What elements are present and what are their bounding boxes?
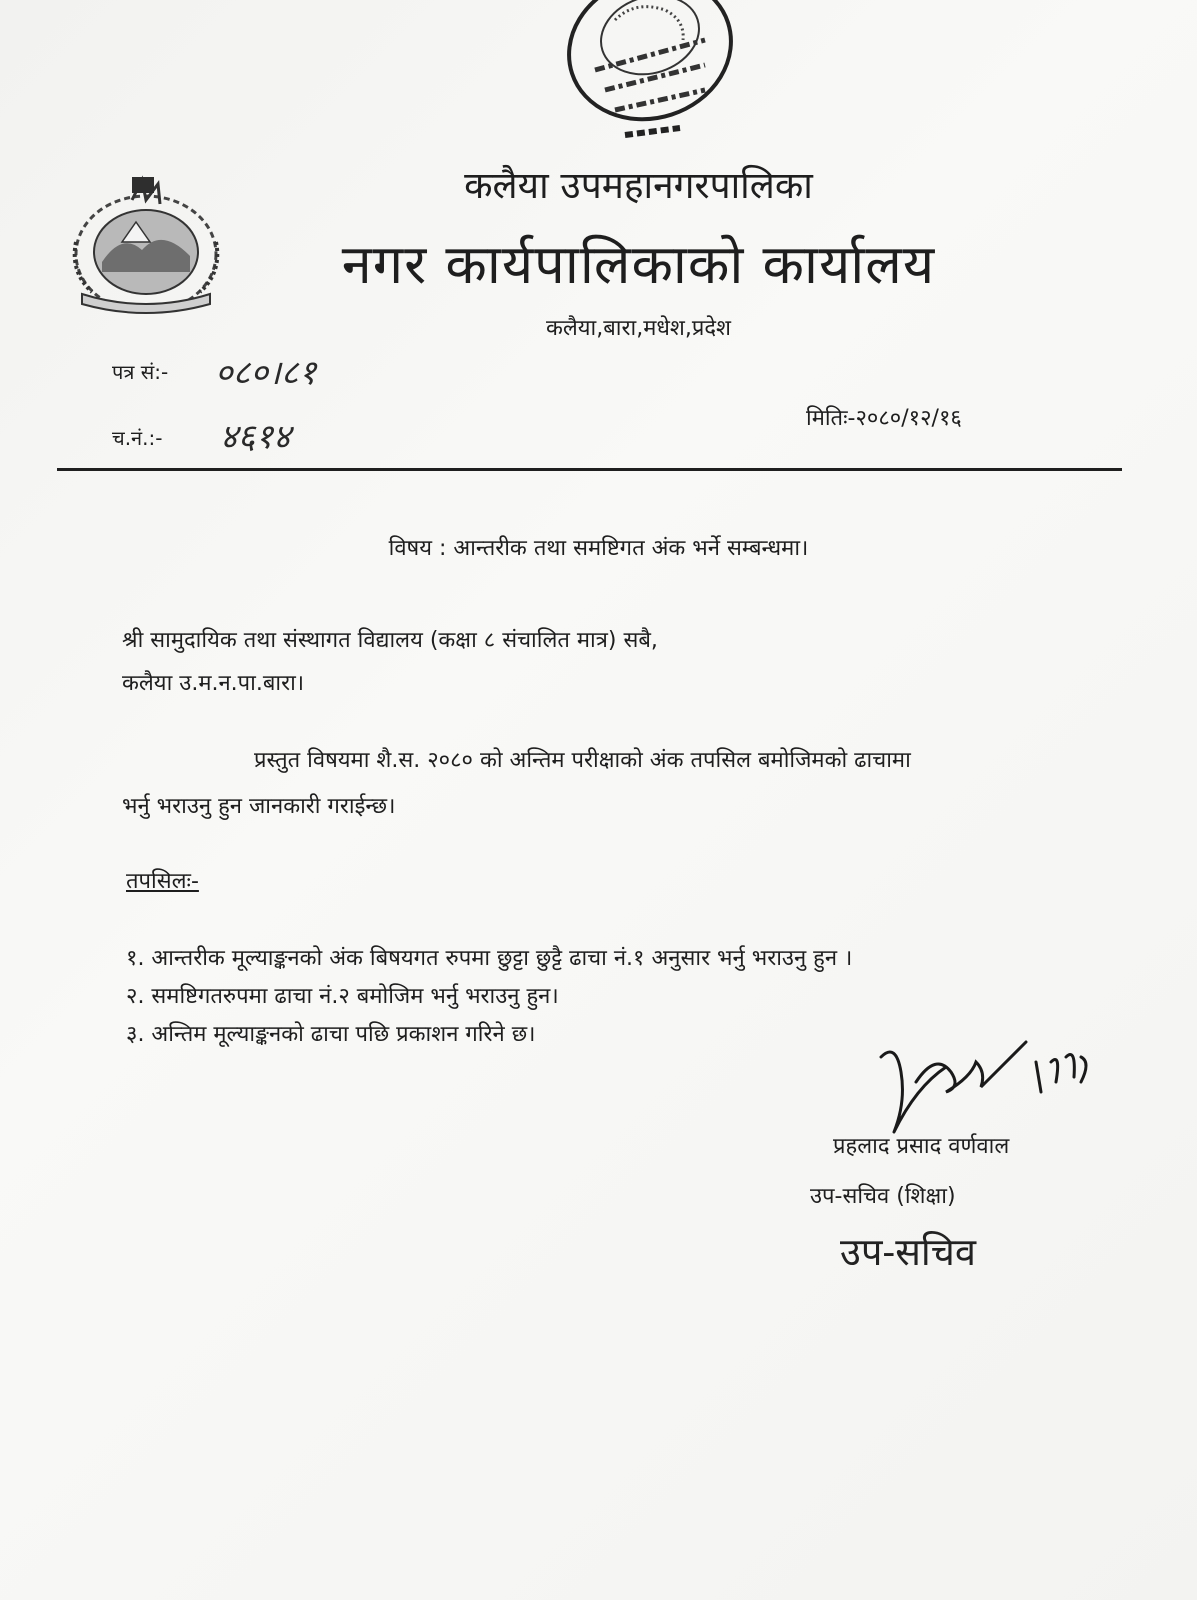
designation-stamp: उप-सचिव	[840, 1230, 977, 1274]
details-item: ३. अन्तिम मूल्याङ्कनको ढाचा पछि प्रकाशन गरिने छ।	[126, 1022, 536, 1047]
office-seal-icon	[555, 0, 755, 160]
office-address: कलैया,बारा,मधेश,प्रदेश	[545, 316, 731, 341]
details-item: २. समष्टिगतरुपमा ढाचा नं.२ बमोजिम भर्नु भराउनु हुन।	[126, 984, 559, 1009]
recipient-line-1: श्री सामुदायिक तथा संस्थागत विद्यालय (कक्षा ८ संचालित मात्र) सबै,	[122, 628, 658, 653]
header-divider	[57, 468, 1122, 471]
signer-title: उप-सचिव (शिक्षा)	[810, 1184, 956, 1209]
signer-name: प्रहलाद प्रसाद वर्णवाल	[833, 1134, 1010, 1159]
office-name: नगर कार्यपालिकाको कार्यालय	[341, 233, 936, 296]
letter-no-value: ०८०।८१	[215, 353, 317, 393]
letter-no-label: पत्र सं:-	[112, 360, 169, 384]
letter-date: मितिः-२०८०/१२/१६	[806, 406, 962, 431]
organization-name: कलैया उपमहानगरपालिका	[464, 164, 813, 207]
dispatch-no-label: च.नं.:-	[112, 426, 163, 450]
subject-line: विषय : आन्तरीक तथा समष्टिगत अंक भर्ने सम्बन्धमा।	[388, 536, 809, 561]
body-line-2: भर्नु भराउनु हुन जानकारी गराईन्छ।	[122, 794, 396, 819]
handwritten-signature-icon	[876, 1032, 1106, 1142]
body-line-1: प्रस्तुत विषयमा शै.स. २०८० को अन्तिम परीक्षाको अंक तपसिल बमोजिमको ढाचामा	[254, 748, 911, 773]
details-heading: तपसिलः-	[126, 869, 199, 894]
recipient-line-2: कलैया उ.म.न.पा.बारा।	[122, 671, 305, 696]
dispatch-no-value: ४६१४	[220, 417, 291, 457]
details-item: १. आन्तरीक मूल्याङ्कनको अंक बिषयगत रुपमा छुट्टा छुट्टै ढाचा नं.१ अनुसार भर्नु भराउनु हुन ।	[126, 946, 853, 971]
